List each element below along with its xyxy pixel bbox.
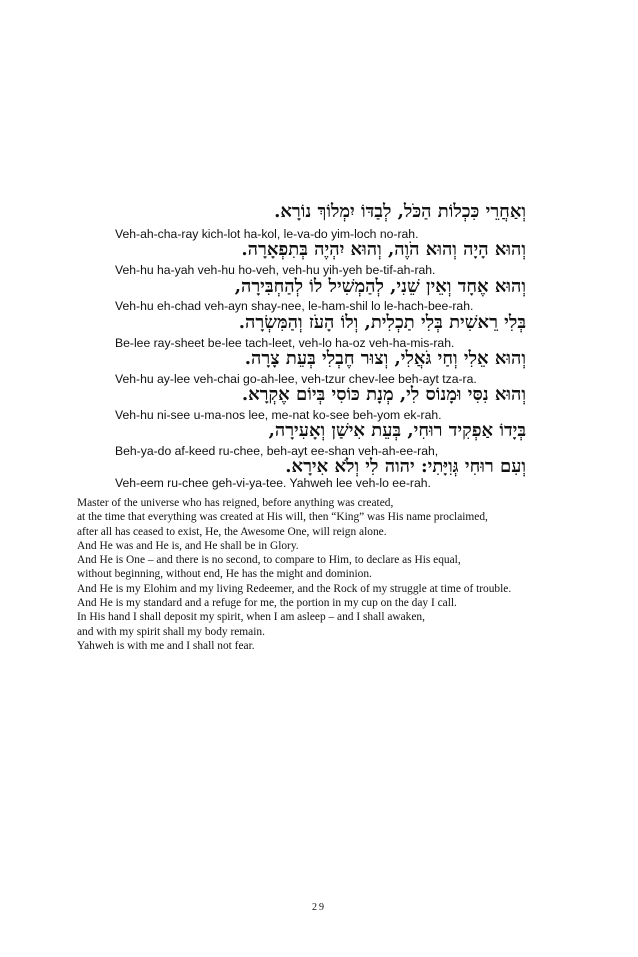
translation-line: after all has ceased to exist, He, the Awesome One, will reign alone. — [77, 525, 387, 538]
transliteration-line: Veh-hu ni-see u-ma-nos lee, me-nat ko-see beh-yom ek-rah. — [115, 408, 442, 422]
transliteration-line: Beh-ya-do af-keed ru-chee, beh-ayt ee-shan veh-ah-ee-rah, — [115, 444, 439, 458]
transliteration-line: Veh-ah-cha-ray kich-lot ha-kol, le-va-do yim-loch no-rah. — [115, 227, 419, 241]
hebrew-line: וְהוּא אֶחָד וְאֵין שֵׁנִי, לְהַמְשִׁיל לוֹ לְהַחְבִּירָה, — [234, 276, 526, 297]
translation-line: And He is my standard and a refuge for me, the portion in my cup on the day I call. — [77, 597, 457, 610]
translation-line: without beginning, without end, He has the might and dominion. — [77, 568, 372, 581]
translation-line: and with my spirit shall my body remain. — [77, 625, 265, 638]
hebrew-line: וְאַחֲרֵי כִּכְלוֹת הַכֹּל, לְבַדּוֹ יִמְלוֹךְ נוֹרָא. — [274, 201, 526, 222]
page-number: 29 — [312, 902, 326, 913]
transliteration-line: Veh-eem ru-chee geh-vi-ya-tee. Yahweh lee veh-lo ee-rah. — [115, 476, 431, 490]
translation-line: Master of the universe who has reigned, before anything was created, — [77, 497, 394, 509]
translation-line: And He is my Elohim and my living Redeemer, and the Rock of my struggle at time of trouble. — [77, 582, 512, 595]
translation-line: at the time that everything was created at His will, then “King” was His name proclaimed, — [77, 511, 488, 524]
hebrew-line: וְעִם רוּחִי גְּוִיָּתִי: יהוה לִי וְלֹא אִירָא. — [285, 456, 526, 477]
translation-line: And He was and He is, and He shall be in Glory. — [77, 539, 299, 552]
hebrew-line: בְּיָדוֹ אַפְקִיד רוּחִי, בְּעֵת אִישַׁן וְאָעִירָה, — [268, 420, 526, 441]
translation-line: In His hand I shall deposit my spirit, when I am asleep – and I shall awaken, — [77, 611, 425, 624]
transliteration-line: Veh-hu eh-chad veh-ayn shay-nee, le-ham-shil lo le-hach-bee-rah. — [115, 299, 474, 313]
hebrew-line: בְּלִי רֵאשִׁית בְּלִי תַכְלִית, וְלוֹ הָעֹז וְהַמִּשְׂרָה. — [238, 312, 526, 333]
hebrew-line: וְהוּא הָיָה וְהוּא הֹוֶה, וְהוּא יִהְיֶה בְּתִפְאָרָה. — [241, 239, 526, 260]
hebrew-line: וְהוּא נִסִּי וּמָנוֹס לִי, מְנָת כּוֹסִי בְּיוֹם אֶקְרָא. — [241, 384, 526, 405]
translation-block — [77, 496, 557, 653]
translation-line: Yahweh is with me and I shall not fear. — [77, 639, 255, 652]
translation-line: And He is One – and there is no second, to compare to Him, to declare as His equal, — [77, 554, 461, 567]
transliteration-line: Be-lee ray-sheet be-lee tach-leet, veh-lo ha-oz veh-ha-mis-rah. — [115, 336, 455, 350]
transliteration-line: Veh-hu ha-yah veh-hu ho-veh, veh-hu yih-yeh be-tif-ah-rah. — [115, 263, 436, 277]
hebrew-line: וְהוּא אֵלִי וְחַי גֹּאֲלִי, וְצוּר חֶבְלִי בְּעֵת צָרָה. — [244, 348, 526, 369]
transliteration-line: Veh-hu ay-lee veh-chai go-ah-lee, veh-tzur chev-lee beh-ayt tza-ra. — [115, 372, 477, 386]
